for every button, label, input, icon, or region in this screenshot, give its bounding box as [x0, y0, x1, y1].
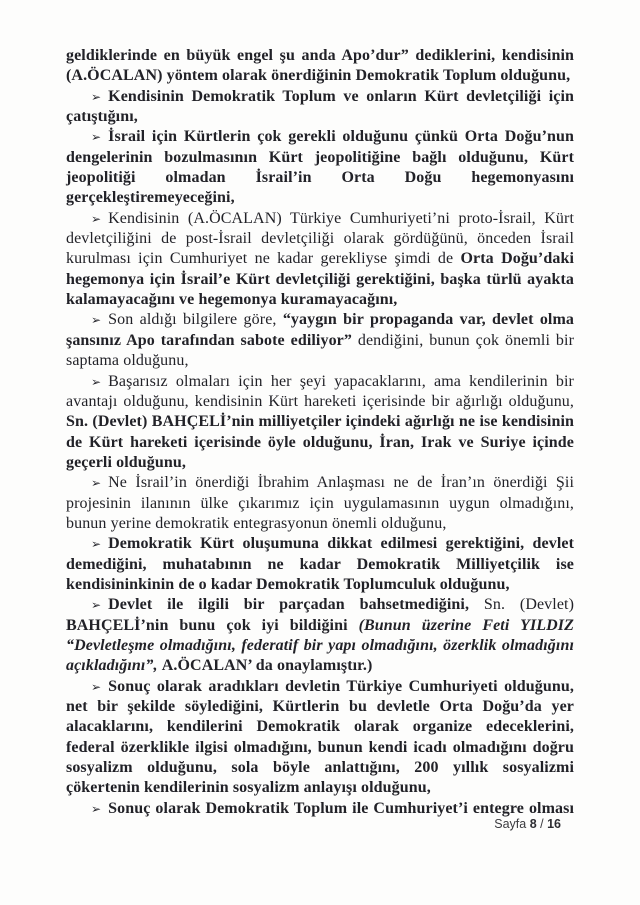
paragraph [66, 595, 574, 676]
text-run: dendiğini, bunun çok önemli bir saptama olduğunu, [66, 331, 574, 370]
paragraph [66, 127, 574, 208]
text-run: “yaygın bir propaganda var, devlet olma şansınız Apo tarafından sabote ediliyor” [66, 311, 574, 349]
bullet-arrow-icon: ➢ [91, 130, 102, 145]
text-run: İsrail için Kürtlerin çok gerekli olduğunu çünkü Orta Doğu’nun dengelerinin bozulmasının Kürt jeopolitiğine bağlı olduğunu, Kürt jeopolitiği olmadan İsrail’in Orta Doğu hegemonyasını gerçekleştiremeyeceğini, [66, 128, 574, 207]
paragraph [66, 46, 574, 87]
bullet-arrow-icon: ➢ [91, 211, 102, 226]
paragraph [66, 372, 574, 474]
text-run: Sn. (Devlet) BAHÇELİ’nin milliyetçiler içindeki ağırlığı ne ise kendisinin de Kürt hareketi içerisinde öyle olduğunu, İran, Irak ve Suriye içinde geçerli olduğunu, [66, 413, 574, 471]
text-run: Devlet ile ilgili bir parçadan bahsetmediğini, [108, 596, 484, 614]
text-run: Sn. (Devlet) [483, 596, 574, 614]
footer-label: Sayfa [494, 817, 527, 831]
bullet-arrow-icon: ➢ [91, 801, 102, 816]
text-run: A.ÖCALAN’ da onaylamıştır.) [161, 657, 373, 675]
bullet-arrow-icon: ➢ [91, 476, 102, 491]
text-run: Başarısız olmaları için her şeyi yapacaklarını, ama kendilerinin bir avantajı olduğunu, kendisinin Kürt hareketi içerisinde bir ağırlığı olduğunu, [66, 372, 574, 410]
paragraph [66, 677, 574, 799]
text-run: Demokratik Kürt oluşumuna dikkat edilmesi gerektiğini, devlet demediğini, muhatabının ne kadar Demokratik Milliyetçilik ise kendisininkinin de o kadar Demokratik Toplumculuk olduğunu, [66, 535, 574, 593]
bullet-arrow-icon: ➢ [91, 313, 102, 328]
text-run: Kendisinin Demokratik Toplum ve onların Kürt devletçiliği için çatıştığını, [66, 87, 574, 126]
footer-separator: / [540, 817, 544, 831]
text-run: Kendisinin (A.ÖCALAN) Türkiye Cumhuriyeti’ni proto-İsrail, Kürt devletçiliğini de post-İsrail devletçiliği olarak gördüğünü, önceden İsrail kurulması için Cumhuriyet ne kadar gerekliyse şimdi de [66, 209, 574, 268]
paragraph [66, 799, 574, 819]
bullet-arrow-icon: ➢ [91, 679, 102, 694]
paragraph [66, 209, 574, 311]
text-run: Son aldığı bilgilere göre, [108, 311, 283, 329]
paragraph [66, 87, 574, 128]
paragraph [66, 310, 574, 371]
footer-page-number: 8 [529, 817, 537, 831]
footer-total-pages: 16 [547, 817, 561, 831]
bullet-arrow-icon: ➢ [91, 374, 102, 389]
bullet-arrow-icon: ➢ [91, 89, 102, 104]
text-run: Orta Doğu’daki hegemonya için İsrail’e Kürt devletçiliği gerektiğini, başka türlü ayakta kalamayacağını ve hegemonya kuramayacağını, [66, 250, 574, 309]
text-run: geldiklerinde en büyük engel şu anda Apo’dur” dediklerini, kendisinin (A.ÖCALAN) yöntem olarak önerdiğinin Demokratik Toplum olduğunu, [66, 47, 574, 85]
document-body [66, 46, 574, 819]
text-run: (Bunun üzerine Feti YILDIZ “Devletleşme olmadığını, federatif bir yapı olmadığını, özerklik olmadığını açıkladığını”, [66, 616, 575, 675]
text-run: Ne İsrail’in önerdiği İbrahim Anlaşması ne de İran’ın önerdiği Şii projesinin ilanının ülke çıkarımız için uygulamasının uygun olmadığını, bunun yerine demokratik entegrasyonun önemli olduğunu, [66, 474, 574, 532]
paragraph [66, 534, 574, 595]
text-run: BAHÇELİ’nin bunu çok iyi bildiğini [66, 616, 359, 634]
bullet-arrow-icon: ➢ [91, 598, 102, 613]
bullet-arrow-icon: ➢ [91, 537, 102, 552]
paragraph [66, 473, 574, 534]
text-run: Sonuç olarak aradıkları devletin Türkiye Cumhuriyeti olduğunu, net bir şekilde söylediğini, Kürtlerin bu devletle Orta Doğu’da yer alacaklarını, kendilerini Demokratik olarak organize edeceklerini, federal özerklikle ilgisi olmadığını, bunun kendi icadı olmadığını doğru sosyalizm olduğunu, sola böyle anlattığını, 200 yıllık sosyalizmi çökertenin kendilerinin sosyalizm anlayışı olduğunu, [66, 677, 574, 797]
page-footer [0, 817, 561, 831]
text-run: Sonuç olarak Demokratik Toplum ile Cumhuriyet’i entegre olması [108, 799, 574, 817]
